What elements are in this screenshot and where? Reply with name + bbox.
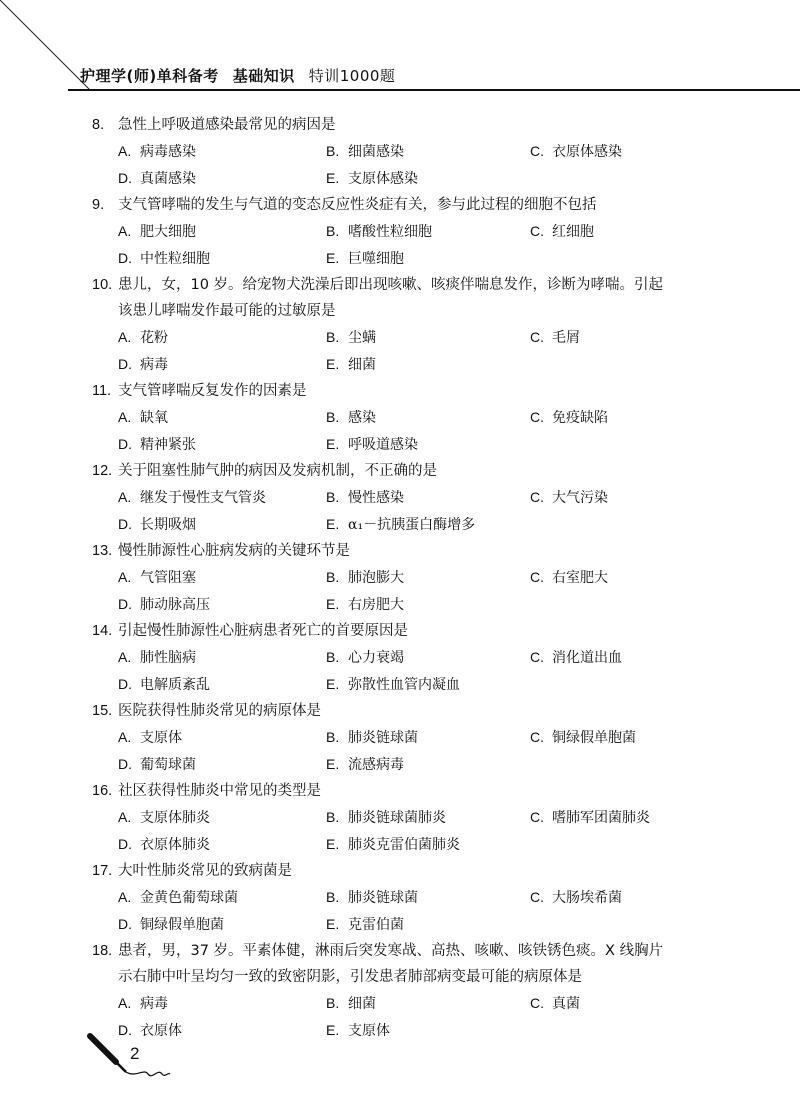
option-c[interactable] [530,138,730,165]
option-a[interactable] [118,324,326,351]
question-6 [92,618,722,698]
option-text: 铜绿假单胞菌 [140,917,224,933]
question-text: 关于阻塞性肺气肿的病因及发病机制，不正确的是 [118,463,437,479]
question-5 [92,538,722,618]
running-header [80,65,395,86]
question-stem [92,778,722,804]
option-label: D. [118,356,132,372]
question-number: 16. [92,783,113,799]
option-text: 心力衰竭 [348,650,404,666]
option-c[interactable] [530,404,730,431]
question-text: 支气管哮喘反复发作的因素是 [118,383,307,399]
option-a[interactable] [118,138,326,165]
option-c[interactable] [530,724,730,751]
option-label: E. [326,356,340,372]
option-label: C. [530,809,544,825]
question-text: 急性上呼吸道感染最常见的病因是 [118,117,336,133]
options-grid [92,138,722,192]
option-text: 真菌 [552,996,580,1012]
question-1 [92,192,722,272]
option-a[interactable] [118,484,326,511]
option-b[interactable] [326,404,530,431]
option-label: A. [118,729,132,745]
option-text: 葡萄球菌 [140,757,196,773]
option-text: 嗜酸性粒细胞 [348,224,432,240]
option-label: A. [118,329,132,345]
option-e[interactable] [326,831,530,858]
option-d[interactable] [118,671,326,698]
option-e[interactable] [326,911,530,938]
option-d[interactable] [118,245,326,272]
option-text: 感染 [348,410,376,426]
option-c[interactable] [530,218,730,245]
option-label: C. [530,223,544,239]
option-label: C. [530,995,544,1011]
option-label: C. [530,889,544,905]
option-text: 肺动脉高压 [140,597,210,613]
option-label: B. [326,409,340,425]
option-c[interactable] [530,644,730,671]
question-number: 9. [92,197,105,213]
option-label: A. [118,569,132,585]
option-label: A. [118,223,132,239]
question-0 [92,112,722,192]
option-text: 支原体感染 [348,171,418,187]
option-text: 细菌感染 [348,144,404,160]
option-label: A. [118,809,132,825]
option-text: 支原体肺炎 [140,810,210,826]
header-rule [68,89,800,91]
option-label: A. [118,143,132,159]
option-text: 支原体 [348,1023,390,1039]
option-c[interactable] [530,484,730,511]
option-text: 真菌感染 [140,171,196,187]
option-c[interactable] [530,990,730,1017]
question-number: 17. [92,863,113,879]
section-title: 基础知识 [232,67,295,85]
option-label: C. [530,729,544,745]
option-text: 金黄色葡萄球菌 [140,890,238,906]
option-a[interactable] [118,218,326,245]
option-label: E. [326,170,340,186]
option-text: 巨噬细胞 [348,251,404,267]
pen-icon [86,1032,206,1082]
option-text: 铜绿假单胞菌 [552,730,636,746]
option-text: 慢性感染 [348,490,404,506]
option-a[interactable] [118,884,326,911]
question-text: 患儿，女，10 岁。给宠物犬洗澡后即出现咳嗽、咳痰伴喘息发作，诊断为哮喘。引起 [118,277,664,293]
question-8 [92,778,722,858]
option-label: E. [326,836,340,852]
question-stem [92,858,722,884]
option-text: 弥散性血管内凝血 [348,677,460,693]
question-text: 支气管哮喘的发生与气道的变态反应性炎症有关，参与此过程的细胞不包括 [118,197,597,213]
option-text: 细菌 [348,996,376,1012]
options-grid [92,484,722,538]
option-e[interactable] [326,591,530,618]
option-text: 肥大细胞 [140,224,196,240]
option-a[interactable] [118,564,326,591]
options-grid [92,218,722,272]
option-label: B. [326,995,340,1011]
option-text: 肺炎链球菌 [348,890,418,906]
option-label: D. [118,436,132,452]
option-label: A. [118,649,132,665]
option-text: 流感病毒 [348,757,404,773]
option-text: 免疫缺陷 [552,410,608,426]
option-label: D. [118,250,132,266]
option-text: 细菌 [348,357,376,373]
option-text: 长期吸烟 [140,517,196,533]
question-10 [92,938,722,1044]
question-2 [92,272,722,378]
option-label: D. [118,1022,132,1038]
option-label: E. [326,676,340,692]
option-e[interactable] [326,165,530,192]
option-b[interactable] [326,884,530,911]
question-number: 11. [92,383,112,399]
option-b[interactable] [326,484,530,511]
option-e[interactable] [326,1017,530,1044]
option-text: 毛屑 [552,330,580,346]
option-label: A. [118,995,132,1011]
option-b[interactable] [326,990,530,1017]
option-label: D. [118,516,132,532]
options-grid [92,564,722,618]
option-text: 消化道出血 [552,650,622,666]
question-stem [92,112,722,138]
option-d[interactable] [118,911,326,938]
option-label: B. [326,489,340,505]
options-grid [92,724,722,778]
option-a[interactable] [118,804,326,831]
option-a[interactable] [118,990,326,1017]
option-label: B. [326,809,340,825]
option-b[interactable] [326,804,530,831]
option-label: B. [326,889,340,905]
option-label: A. [118,489,132,505]
option-label: C. [530,489,544,505]
option-text: 右室肥大 [552,570,608,586]
option-label: D. [118,916,132,932]
option-text: 肺性脑病 [140,650,196,666]
option-text: 肺炎链球菌 [348,730,418,746]
question-text: 大叶性肺炎常见的致病菌是 [118,863,292,879]
option-b[interactable] [326,324,530,351]
option-text: 病毒感染 [140,144,196,160]
option-text: 右房肥大 [348,597,404,613]
option-e[interactable] [326,351,530,378]
options-grid [92,644,722,698]
option-text: 呼吸道感染 [348,437,418,453]
option-d[interactable] [118,165,326,192]
question-text: 示右肺中叶呈均匀一致的致密阴影，引发患者肺部病变最可能的病原体是 [118,969,582,985]
option-label: B. [326,649,340,665]
question-text: 医院获得性肺炎常见的病原体是 [118,703,321,719]
option-label: E. [326,756,340,772]
option-text: 衣原体 [140,1023,182,1039]
option-text: 尘螨 [348,330,376,346]
option-text: 肺泡膨大 [348,570,404,586]
option-label: C. [530,143,544,159]
question-text: 该患儿哮喘发作最可能的过敏原是 [118,303,336,319]
question-text: 社区获得性肺炎中常见的类型是 [118,783,321,799]
option-e[interactable] [326,431,530,458]
options-grid [92,404,722,458]
option-label: E. [326,596,340,612]
option-e[interactable] [326,511,530,538]
option-text: 衣原体感染 [552,144,622,160]
option-b[interactable] [326,644,530,671]
options-grid [92,884,722,938]
option-a[interactable] [118,404,326,431]
option-d[interactable] [118,831,326,858]
option-d[interactable] [118,351,326,378]
option-text: 克雷伯菌 [348,917,404,933]
option-text: 气管阻塞 [140,570,196,586]
option-text: 红细胞 [552,224,594,240]
question-stem [92,192,722,218]
question-stem [92,698,722,724]
option-text: 中性粒细胞 [140,251,210,267]
option-c[interactable] [530,804,730,831]
option-label: A. [118,889,132,905]
question-stem [92,618,722,644]
option-b[interactable] [326,724,530,751]
question-text: 患者，男，37 岁。平素体健，淋雨后突发寒战、高热、咳嗽、咳铁锈色痰。X 线胸片 [118,943,664,959]
question-text: 引起慢性肺源性心脏病患者死亡的首要原因是 [118,623,408,639]
option-text: 病毒 [140,357,168,373]
option-text: 嗜肺军团菌肺炎 [552,810,650,826]
option-label: E. [326,516,340,532]
option-label: D. [118,756,132,772]
option-label: D. [118,676,132,692]
option-c[interactable] [530,564,730,591]
option-text: 电解质紊乱 [140,677,210,693]
question-stem [92,538,722,564]
option-label: D. [118,596,132,612]
question-number: 15. [92,703,113,719]
option-label: C. [530,569,544,585]
option-text: 肺炎链球菌肺炎 [348,810,446,826]
question-stem [92,272,722,324]
question-number: 13. [92,543,113,559]
question-number: 14. [92,623,113,639]
option-d[interactable] [118,591,326,618]
question-4 [92,458,722,538]
question-9 [92,858,722,938]
option-label: A. [118,409,132,425]
option-d[interactable] [118,511,326,538]
question-3 [92,378,722,458]
option-label: D. [118,170,132,186]
option-label: B. [326,329,340,345]
question-number: 18. [92,943,113,959]
option-label: E. [326,436,340,452]
option-b[interactable] [326,564,530,591]
page-number: 2 [130,1044,140,1063]
option-label: E. [326,1022,340,1038]
option-d[interactable] [118,431,326,458]
option-label: D. [118,836,132,852]
option-text: 病毒 [140,996,168,1012]
option-e[interactable] [326,671,530,698]
question-7 [92,698,722,778]
option-text: 支原体 [140,730,182,746]
option-e[interactable] [326,245,530,272]
option-label: B. [326,569,340,585]
question-stem [92,378,722,404]
options-grid [92,804,722,858]
option-d[interactable] [118,751,326,778]
option-e[interactable] [326,751,530,778]
option-text: 衣原体肺炎 [140,837,210,853]
option-a[interactable] [118,724,326,751]
option-text: 花粉 [140,330,168,346]
options-grid [92,324,722,378]
question-number: 8. [92,117,105,133]
question-number: 10. [92,277,113,293]
question-stem [92,458,722,484]
option-label: B. [326,143,340,159]
option-label: B. [326,223,340,239]
option-label: E. [326,250,340,266]
question-number: 12. [92,463,113,479]
option-text: 缺氧 [140,410,168,426]
option-c[interactable] [530,324,730,351]
option-label: C. [530,649,544,665]
option-b[interactable] [326,138,530,165]
option-text: 肺炎克雷伯菌肺炎 [348,837,460,853]
question-list [92,112,722,1044]
option-text: α₁－抗胰蛋白酶增多 [348,517,476,533]
option-label: B. [326,729,340,745]
option-text: 大气污染 [552,490,608,506]
option-text: 精神紧张 [140,437,196,453]
question-stem [92,938,722,990]
book-title: 护理学(师)单科备考 [80,67,219,85]
subtitle: 特训1000题 [308,67,396,85]
option-label: E. [326,916,340,932]
option-a[interactable] [118,644,326,671]
option-b[interactable] [326,218,530,245]
option-label: C. [530,329,544,345]
option-text: 大肠埃希菌 [552,890,622,906]
option-label: C. [530,409,544,425]
question-text: 慢性肺源性心脏病发病的关键环节是 [118,543,350,559]
option-text: 继发于慢性支气管炎 [140,490,266,506]
option-c[interactable] [530,884,730,911]
